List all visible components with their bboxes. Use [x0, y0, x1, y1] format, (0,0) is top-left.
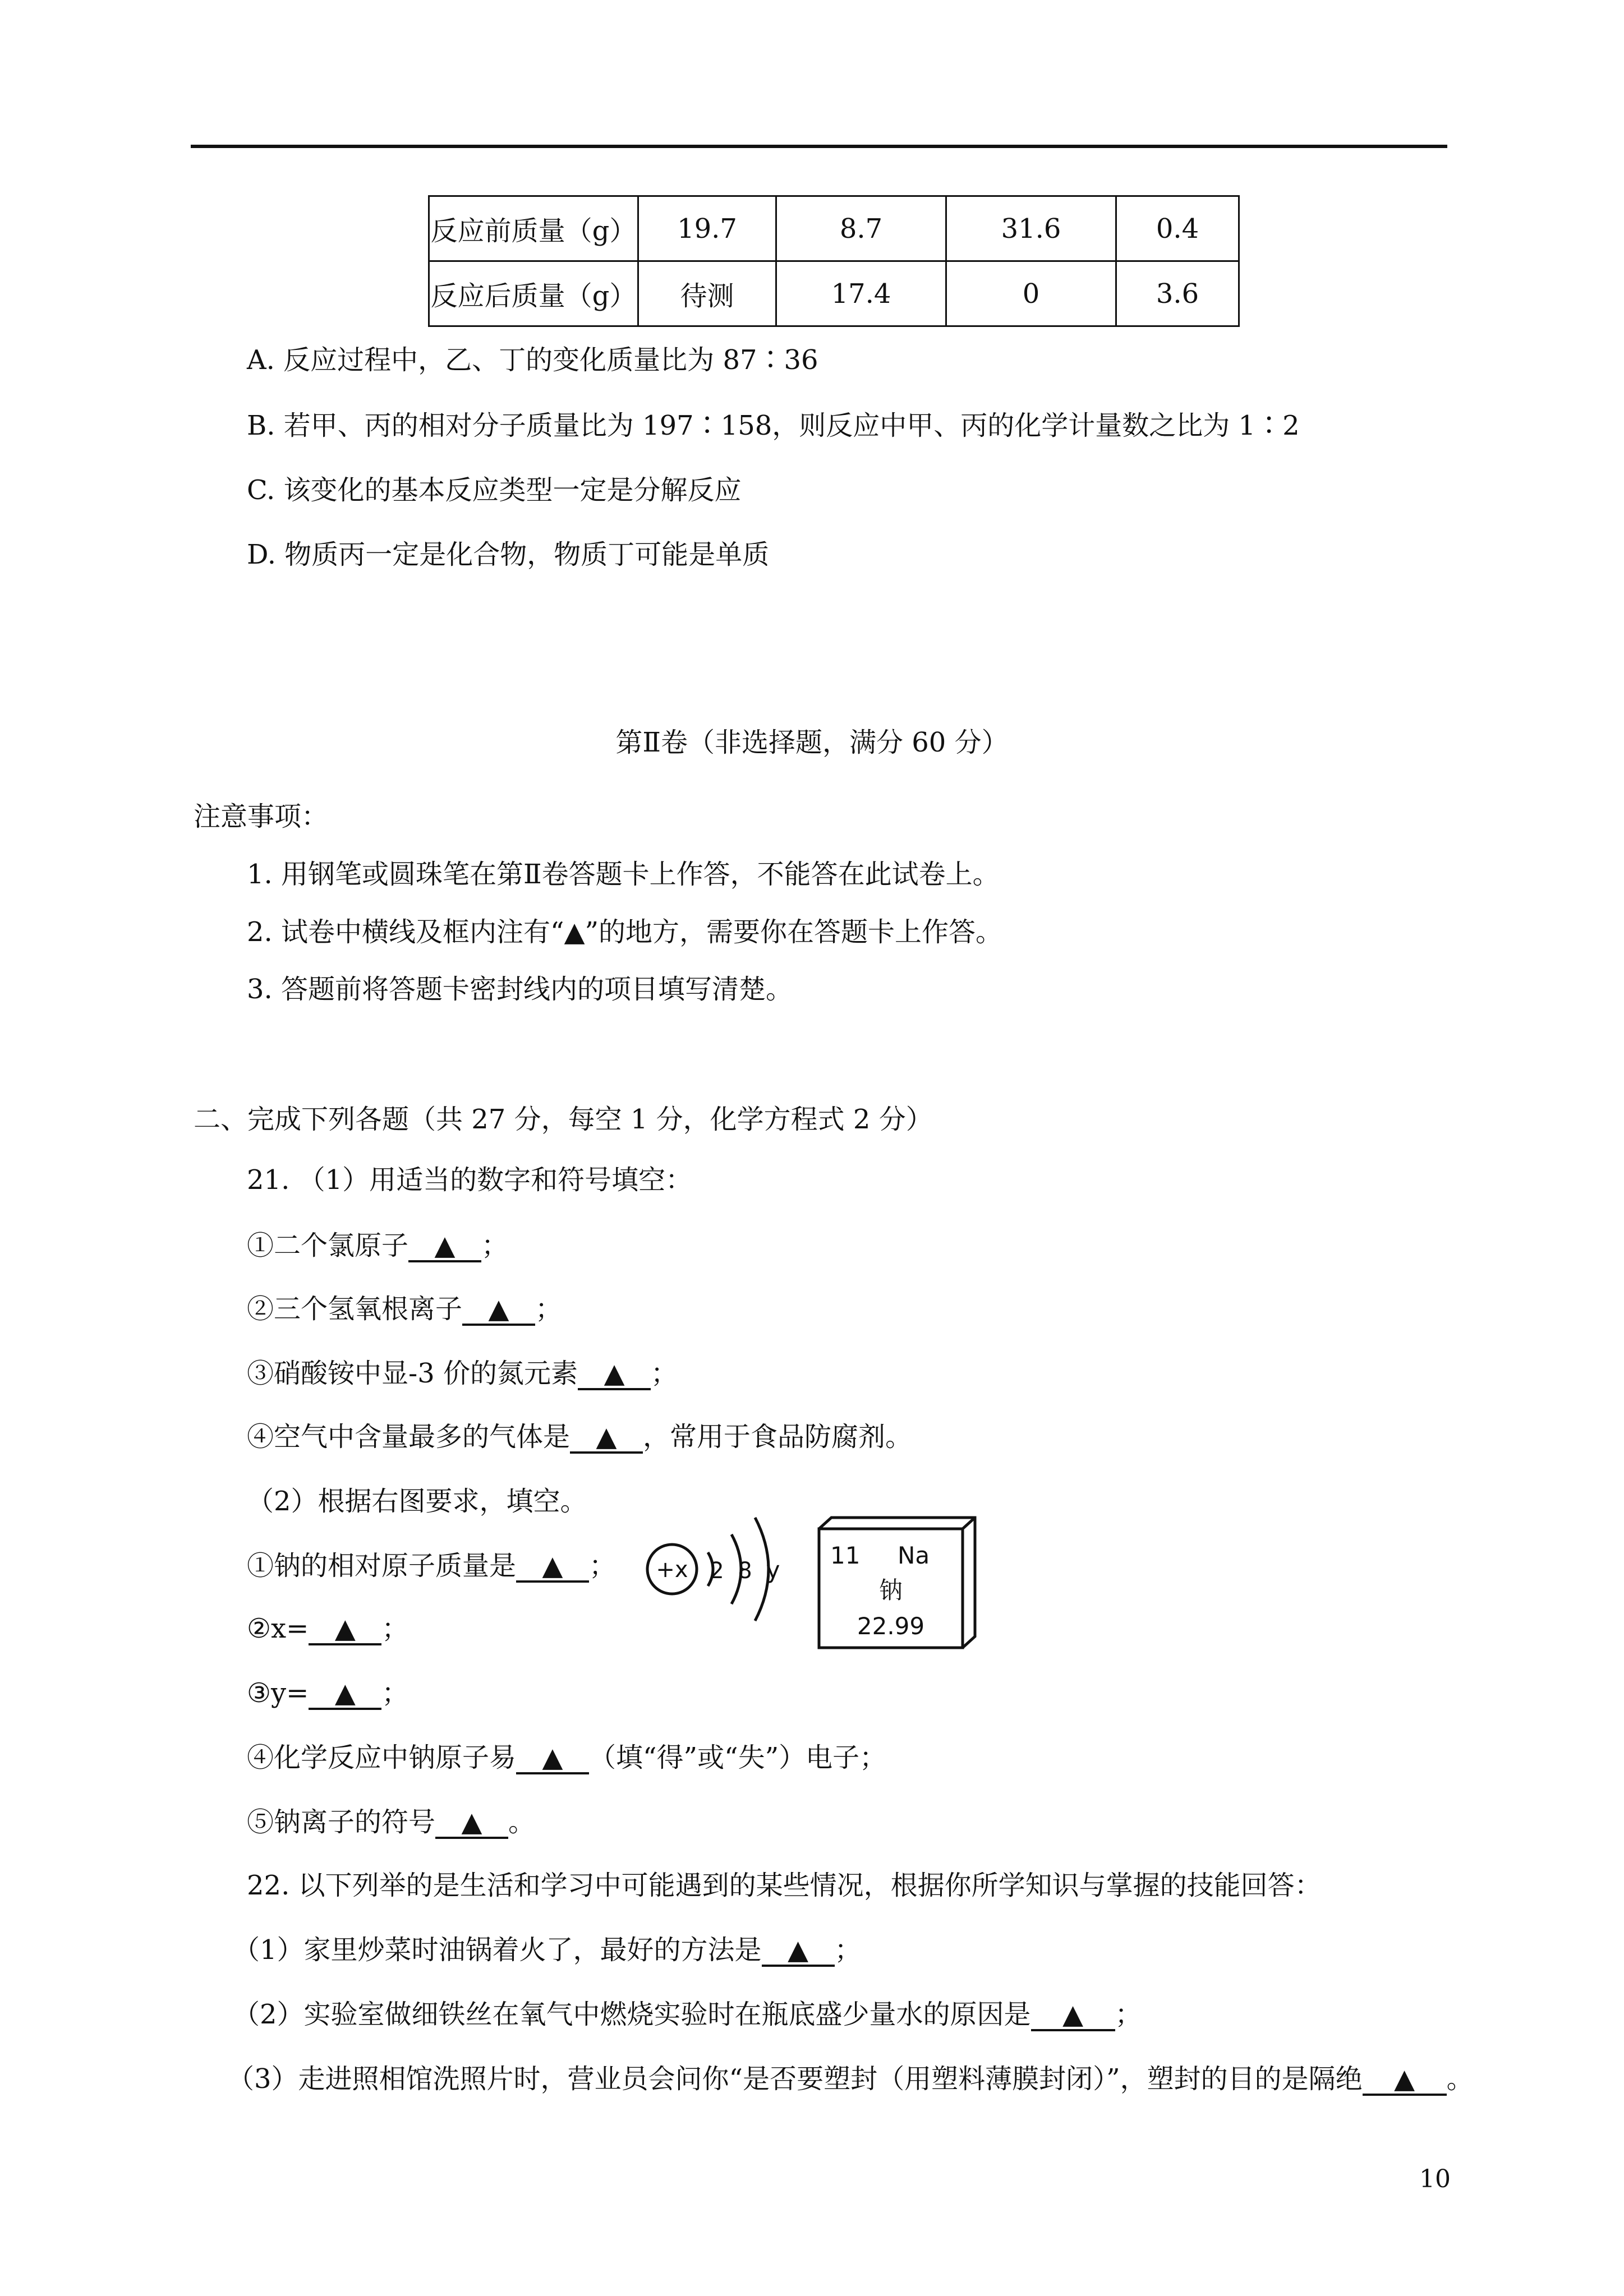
answer-blank[interactable]: ▲ [408, 1232, 481, 1262]
q22-item-1: （1）家里炒菜时油锅着火了，最好的方法是 ▲ ； [233, 1934, 862, 1966]
q21-na-4: ④化学反应中钠原子易 ▲ （填“得”或“失”）电子； [247, 1742, 887, 1773]
notes-heading: 注意事项： [194, 801, 329, 832]
q21-item-4: ④空气中含量最多的气体是 ▲ ，常用于食品防腐剂。 [247, 1421, 913, 1453]
table-cell: 17.4 [776, 261, 946, 326]
option-b: B. 若甲、丙的相对分子质量比为 197∶158，则反应中甲、丙的化学计量数之比为 1∶2 [247, 410, 1300, 441]
element-card [813, 1514, 982, 1654]
atom-structure-diagram [640, 1503, 802, 1643]
table-cell: 8.7 [776, 196, 946, 261]
answer-blank[interactable]: ▲ [516, 1552, 589, 1583]
answer-blank[interactable]: ▲ [570, 1423, 643, 1454]
nucleus-charge: +x [656, 1557, 688, 1583]
atomic-mass: 22.99 [857, 1612, 925, 1640]
element-symbol: Na [898, 1542, 930, 1569]
table-row [429, 196, 1239, 261]
q21-na-5: ⑤钠离子的符号 ▲ 。 [247, 1806, 536, 1838]
shell-2-electrons: 8 [738, 1558, 752, 1584]
table-cell: 3.6 [1116, 261, 1239, 326]
mass-table [428, 195, 1240, 327]
table-cell: 0.4 [1116, 196, 1239, 261]
q21-intro: 21. （1）用适当的数字和符号填空： [247, 1164, 693, 1196]
answer-blank[interactable]: ▲ [516, 1744, 589, 1774]
q21-na-2: ②x= ▲ ； [247, 1613, 409, 1644]
element-name: 钠 [878, 1576, 903, 1604]
answer-blank[interactable]: ▲ [462, 1295, 535, 1326]
q21-item-3: ③硝酸铵中显-3 价的氮元素 ▲ ； [247, 1358, 678, 1389]
option-d: D. 物质丙一定是化合物，物质丁可能是单质 [247, 539, 770, 570]
q22-intro: 22. 以下列举的是生活和学习中可能遇到的某些情况，根据你所学知识与掌握的技能回答： [247, 1870, 1322, 1901]
section-title: 第Ⅱ卷（非选择题，满分 60 分） [615, 727, 1009, 758]
q21-part2-intro: （2）根据右图要求，填空。 [247, 1486, 587, 1517]
q21-item-1: ①二个氯原子 ▲ ； [247, 1230, 509, 1261]
answer-blank[interactable]: ▲ [762, 1937, 835, 1967]
q22-item-2: （2）实验室做细铁丝在氧气中燃烧实验时在瓶底盛少量水的原因是 ▲ ； [233, 1999, 1142, 2030]
element-card-edge [963, 1518, 975, 1529]
q21-na-1: ①钠的相对原子质量是 ▲ ； [247, 1550, 617, 1582]
note-item: 1. 用钢笔或圆珠笔在第Ⅱ卷答题卡上作答，不能答在此试卷上。 [247, 859, 1000, 890]
q21-na-3: ③y= ▲ ； [247, 1677, 409, 1709]
shell-3-electrons: y [766, 1556, 780, 1584]
answer-blank[interactable]: ▲ [578, 1360, 651, 1390]
note-item: 2. 试卷中横线及框内注有“▲”的地方，需要你在答题卡上作答。 [247, 916, 1003, 948]
table-cell: 19.7 [638, 196, 776, 261]
table-row [429, 261, 1239, 326]
note-item: 3. 答题前将答题卡密封线内的项目填写清楚。 [247, 974, 793, 1005]
answer-blank[interactable]: ▲ [309, 1680, 381, 1710]
q21-item-2: ②三个氢氧根离子 ▲ ； [247, 1293, 563, 1325]
answer-blank[interactable]: ▲ [1363, 2066, 1447, 2096]
option-c: C. 该变化的基本反应类型一定是分解反应 [247, 474, 742, 506]
q22-item-3: （3）走进照相馆洗照片时，营业员会问你“是否要塑封（用塑料薄膜封闭）”，塑封的目的是隔绝 ▲ 。 [227, 2063, 1474, 2095]
answer-blank[interactable]: ▲ [1031, 2001, 1115, 2031]
answer-blank[interactable]: ▲ [435, 1809, 508, 1839]
option-a: A. 反应过程中，乙、丁的变化质量比为 87∶36 [247, 344, 818, 376]
answer-blank[interactable]: ▲ [309, 1615, 381, 1645]
part-heading: 二、完成下列各题（共 27 分，每空 1 分，化学方程式 2 分） [194, 1104, 933, 1135]
atomic-number: 11 [830, 1542, 861, 1569]
header-rule [191, 145, 1447, 148]
table-cell: 待测 [638, 261, 776, 326]
shell-1-electrons: 2 [710, 1558, 724, 1584]
table-cell: 0 [946, 261, 1116, 326]
table-row-label: 反应前质量（g） [429, 196, 638, 261]
table-cell: 31.6 [946, 196, 1116, 261]
page-number: 10 [1419, 2165, 1451, 2193]
table-row-label: 反应后质量（g） [429, 261, 638, 326]
